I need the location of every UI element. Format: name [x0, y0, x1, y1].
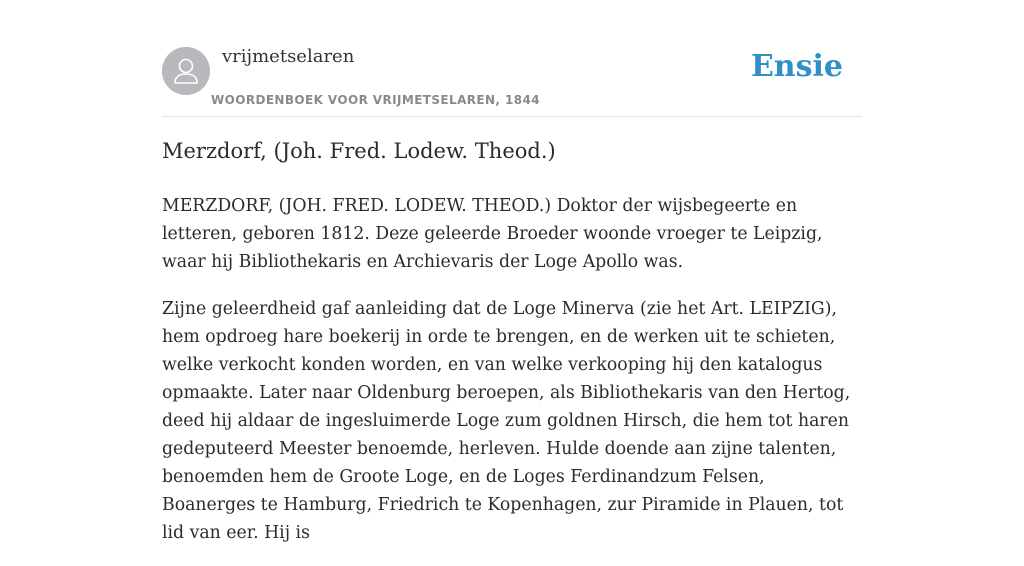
article-paragraph: MERZDORF, (JOH. FRED. LODEW. THEOD.) Doktor der wijsbegeerte en letteren, geboren 1812. Deze geleerde Broeder woonde vroeger te Leipzig, waar hij Bibliothekaris en Archievaris der Loge Apollo was.	[162, 196, 823, 272]
author-name[interactable]: vrijmetselaren	[222, 46, 355, 67]
article-body	[162, 192, 862, 566]
article-header	[162, 0, 862, 117]
ensie-logo[interactable]: Ensie	[750, 49, 843, 84]
article-paragraph: Zijne geleerdheid gaf aanleiding dat de Loge Minerva (zie het Art. LEIPZIG), hem opdroeg hare boekerij in orde te brengen, en de werken uit te schieten, welke verkocht konden worden, en van welke verkooping hij den katalogus opmaakte. Later naar Oldenburg beroepen, als Bibliothekaris van den Hertog, deed hij aldaar de ingesluimerde Loge zum goldnen Hirsch, die hem tot haren gedeputeerd Meester benoemde, herleven. Hulde doende aan zijne talenten, benoemden hem de Groote Loge, en de Loges Ferdinandzum Felsen, Boanerges te Hamburg, Friedrich te Kopenhagen, zur Piramide in Plauen, tot lid van eer. Hij is	[162, 299, 851, 543]
source-label[interactable]: WOORDENBOEK VOOR VRIJMETSELAREN, 1844	[211, 93, 540, 107]
article-title: Merzdorf, (Joh. Fred. Lodew. Theod.)	[162, 139, 556, 163]
user-avatar-icon[interactable]	[162, 47, 210, 95]
